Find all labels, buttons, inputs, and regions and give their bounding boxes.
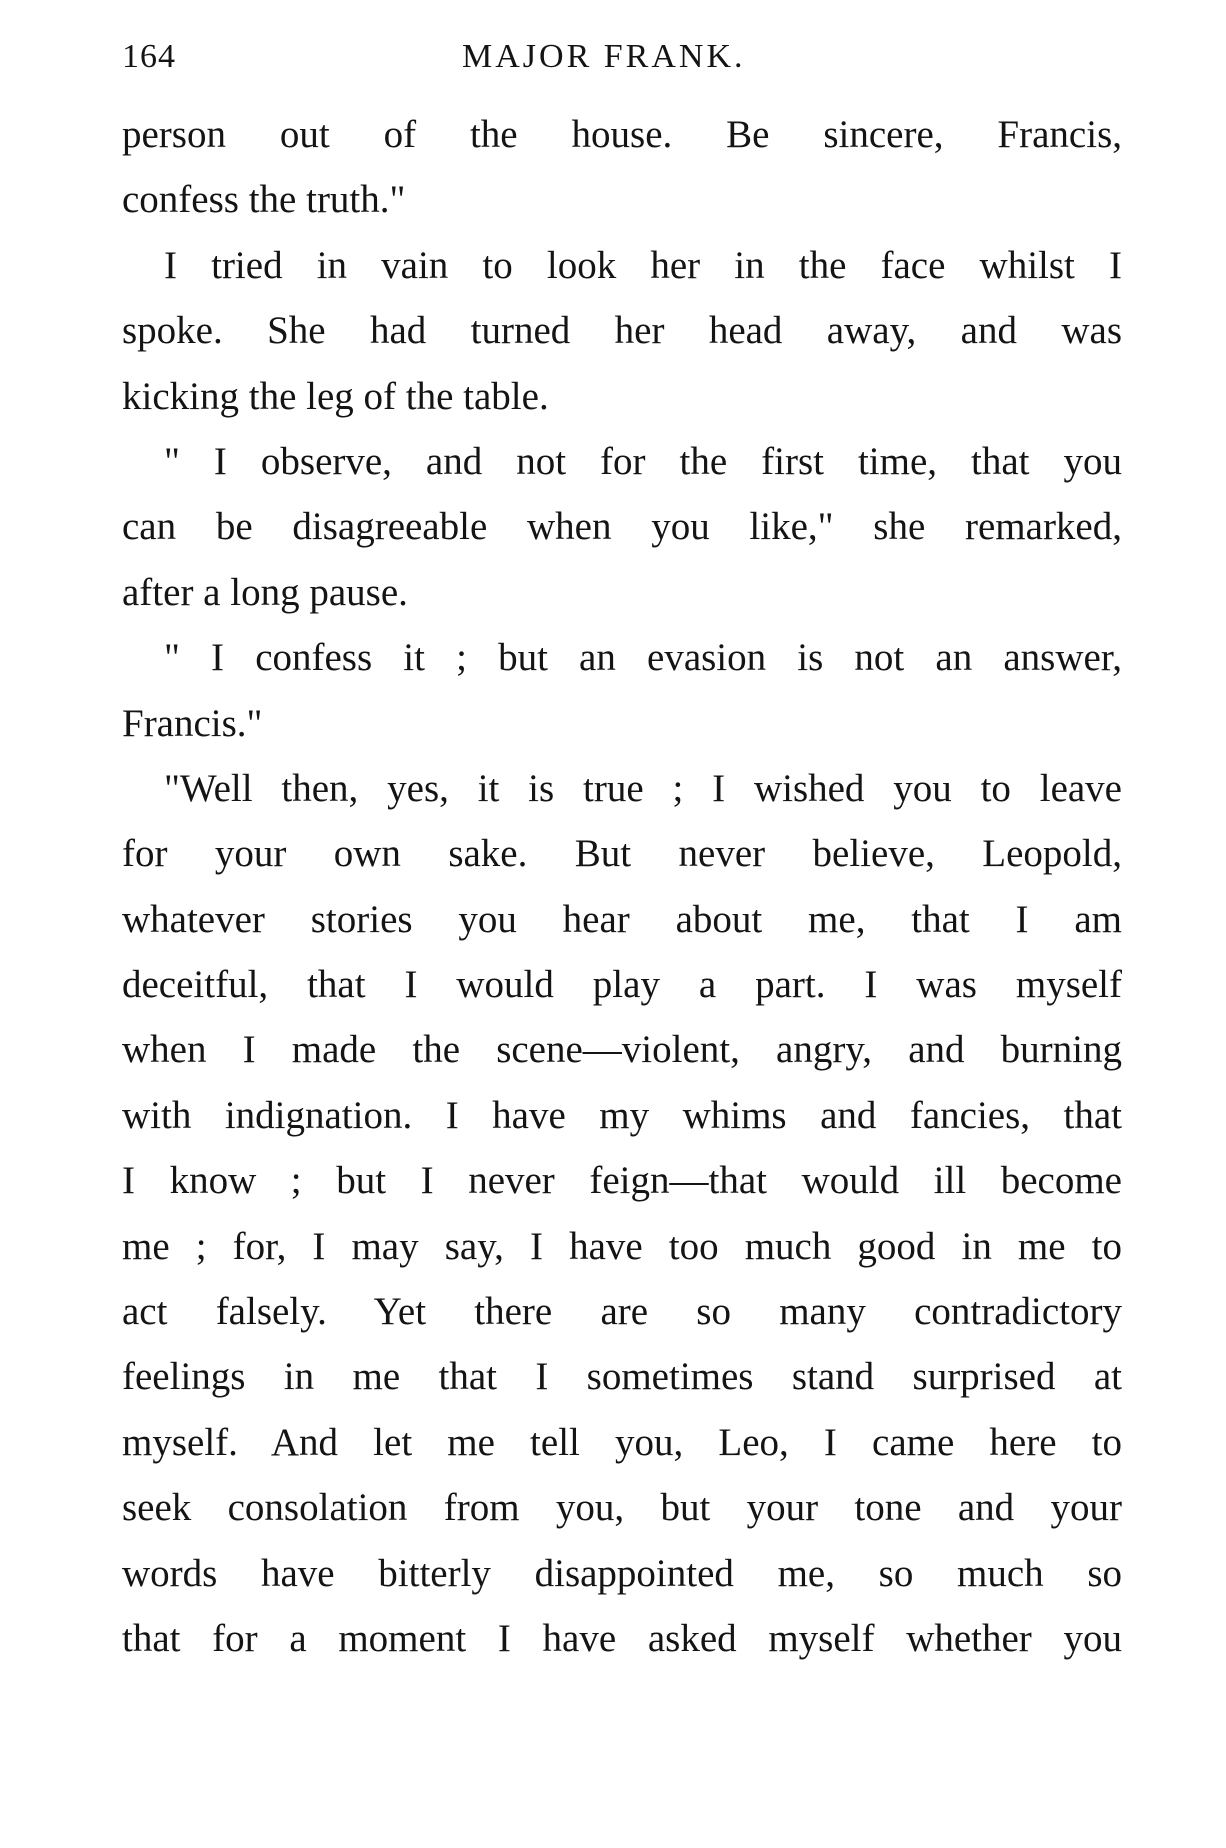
text-line: words have bitterly disappointed me, so much so <box>122 1551 1122 1595</box>
text-line: with indignation. I have my whims and fancies, that <box>122 1093 1122 1137</box>
text-line: can be disagreeable when you like," she remarked, <box>122 505 1122 549</box>
text-line: me ; for, I may say, I have too much good in me to <box>122 1224 1122 1268</box>
text-line: kicking the leg of the table. <box>122 374 549 418</box>
text-line: " I observe, and not for the first time, that you <box>164 439 1122 483</box>
text-line: for your own sake. But never believe, Leopold, <box>122 832 1122 876</box>
running-title: MAJOR FRANK. <box>462 38 746 75</box>
text-line: seek consolation from you, but your tone and your <box>122 1486 1122 1530</box>
text-line: act falsely. Yet there are so many contradictory <box>122 1290 1122 1334</box>
page-header <box>122 32 1122 82</box>
text-line: that for a moment I have asked myself whether you <box>122 1616 1122 1660</box>
text-line: " I confess it ; but an evasion is not an answer, <box>164 636 1122 680</box>
text-line: I tried in vain to look her in the face whilst I <box>164 243 1122 287</box>
text-line: person out of the house. Be sincere, Francis, <box>122 113 1122 156</box>
text-line: myself. And let me tell you, Leo, I came here to <box>122 1420 1122 1464</box>
body-text <box>122 102 1122 1671</box>
text-line: whatever stories you hear about me, that I am <box>122 897 1122 941</box>
text-line: when I made the scene—violent, angry, and burning <box>122 1028 1122 1072</box>
page-number: 164 <box>122 38 176 75</box>
text-line: deceitful, that I would play a part. I was myself <box>122 963 1122 1007</box>
text-line: after a long pause. <box>122 570 408 614</box>
text-line: confess the truth." <box>122 178 406 222</box>
text-line: spoke. She had turned her head away, and was <box>122 309 1122 353</box>
text-line: I know ; but I never feign—that would ill become <box>122 1159 1122 1203</box>
text-line: "Well then, yes, it is true ; I wished you to leave <box>164 766 1122 810</box>
text-line: Francis." <box>122 701 263 745</box>
text-line: feelings in me that I sometimes stand surprised at <box>122 1355 1122 1399</box>
